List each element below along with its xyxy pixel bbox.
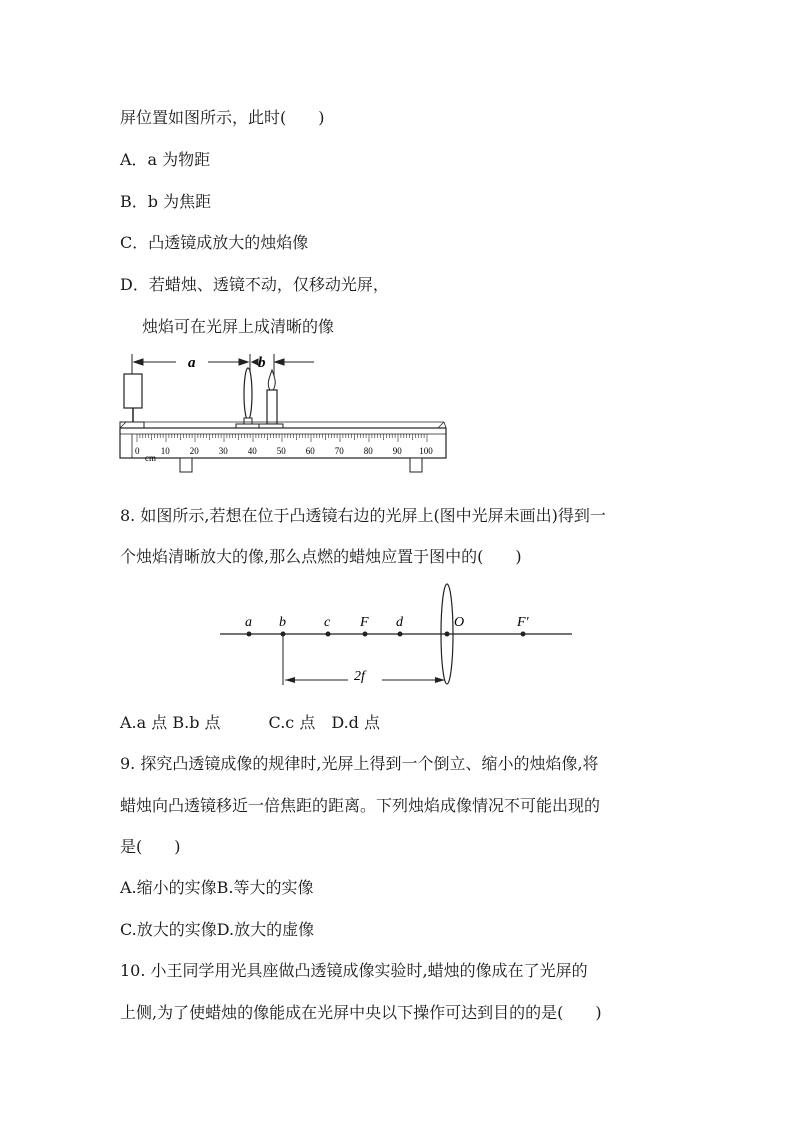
label-point-a: a bbox=[245, 615, 252, 630]
label-point-f-prime: F′ bbox=[517, 615, 529, 630]
ruler-label: 20 bbox=[189, 446, 199, 456]
label-a: a bbox=[188, 355, 196, 371]
q7-option-a: A．a 为物距 bbox=[120, 150, 211, 169]
ruler-label: 60 bbox=[305, 446, 315, 456]
lens-axis-figure bbox=[220, 582, 575, 694]
label-b: b bbox=[258, 355, 266, 371]
q7-option-c: C．凸透镜成放大的烛焰像 bbox=[120, 233, 309, 252]
point-d bbox=[398, 632, 403, 637]
q7-option-b: B．b 为焦距 bbox=[120, 192, 212, 211]
unit-label: cm bbox=[145, 453, 156, 463]
ruler-label: 0 bbox=[135, 446, 140, 456]
q8-stem-line2: 个烛焰清晰放大的像,那么点燃的蜡烛应置于图中的( ) bbox=[120, 547, 522, 566]
label-point-o: O bbox=[454, 615, 465, 630]
dim-2f-label: 2f bbox=[354, 669, 365, 684]
q9-options-row1: A.缩小的实像B.等大的实像 bbox=[120, 878, 314, 897]
q10-stem-line1: 10. 小王同学用光具座做凸透镜成像实验时,蜡烛的像成在了光屏的 bbox=[120, 961, 588, 980]
ruler-label: 100 bbox=[419, 446, 433, 456]
label-point-c: c bbox=[324, 615, 331, 630]
q7-stem-tail: 屏位置如图所示，此时( ) bbox=[120, 108, 325, 127]
ruler-label: 50 bbox=[276, 446, 286, 456]
q7-option-d-cont: 烛焰可在光屏上成清晰的像 bbox=[142, 317, 335, 336]
point-f-prime bbox=[521, 632, 526, 637]
q9-stem-line1: 9. 探究凸透镜成像的规律时,光屏上得到一个倒立、缩小的烛焰像,将 bbox=[120, 754, 599, 773]
point-o bbox=[445, 632, 450, 637]
ruler-label: 30 bbox=[218, 446, 228, 456]
ruler-label: 70 bbox=[334, 446, 344, 456]
light-screen bbox=[124, 374, 142, 408]
q8-options: A.a 点 B.b 点 C.c 点 D.d 点 bbox=[120, 713, 381, 732]
q7-option-d: D．若蜡烛、透镜不动，仅移动光屏， bbox=[120, 275, 389, 294]
ruler-label: 10 bbox=[160, 446, 170, 456]
label-point-b: b bbox=[279, 615, 286, 630]
q9-options-row2: C.放大的实像D.放大的虚像 bbox=[120, 920, 315, 939]
q8-stem-line1: 8. 如图所示,若想在位于凸透镜右边的光屏上(图中光屏未画出)得到一 bbox=[120, 506, 606, 525]
point-a bbox=[247, 632, 252, 637]
ruler-label: 90 bbox=[392, 446, 402, 456]
q9-stem-line3: 是( ) bbox=[120, 837, 181, 856]
convex-lens bbox=[244, 368, 252, 420]
point-c bbox=[326, 632, 331, 637]
q9-stem-line2: 蜡烛向凸透镜移近一倍焦距的距离。下列烛焰成像情况不可能出现的 bbox=[120, 796, 601, 815]
candle bbox=[267, 390, 277, 424]
optical-bench-figure bbox=[112, 350, 452, 480]
q10-stem-line2: 上侧,为了使蜡烛的像能成在光屏中央以下操作可达到目的的是( ) bbox=[120, 1003, 602, 1022]
point-f bbox=[363, 632, 368, 637]
label-point-f: F bbox=[360, 615, 369, 630]
ruler-label: 80 bbox=[363, 446, 373, 456]
ruler-label: 40 bbox=[247, 446, 257, 456]
label-point-d: d bbox=[396, 615, 403, 630]
